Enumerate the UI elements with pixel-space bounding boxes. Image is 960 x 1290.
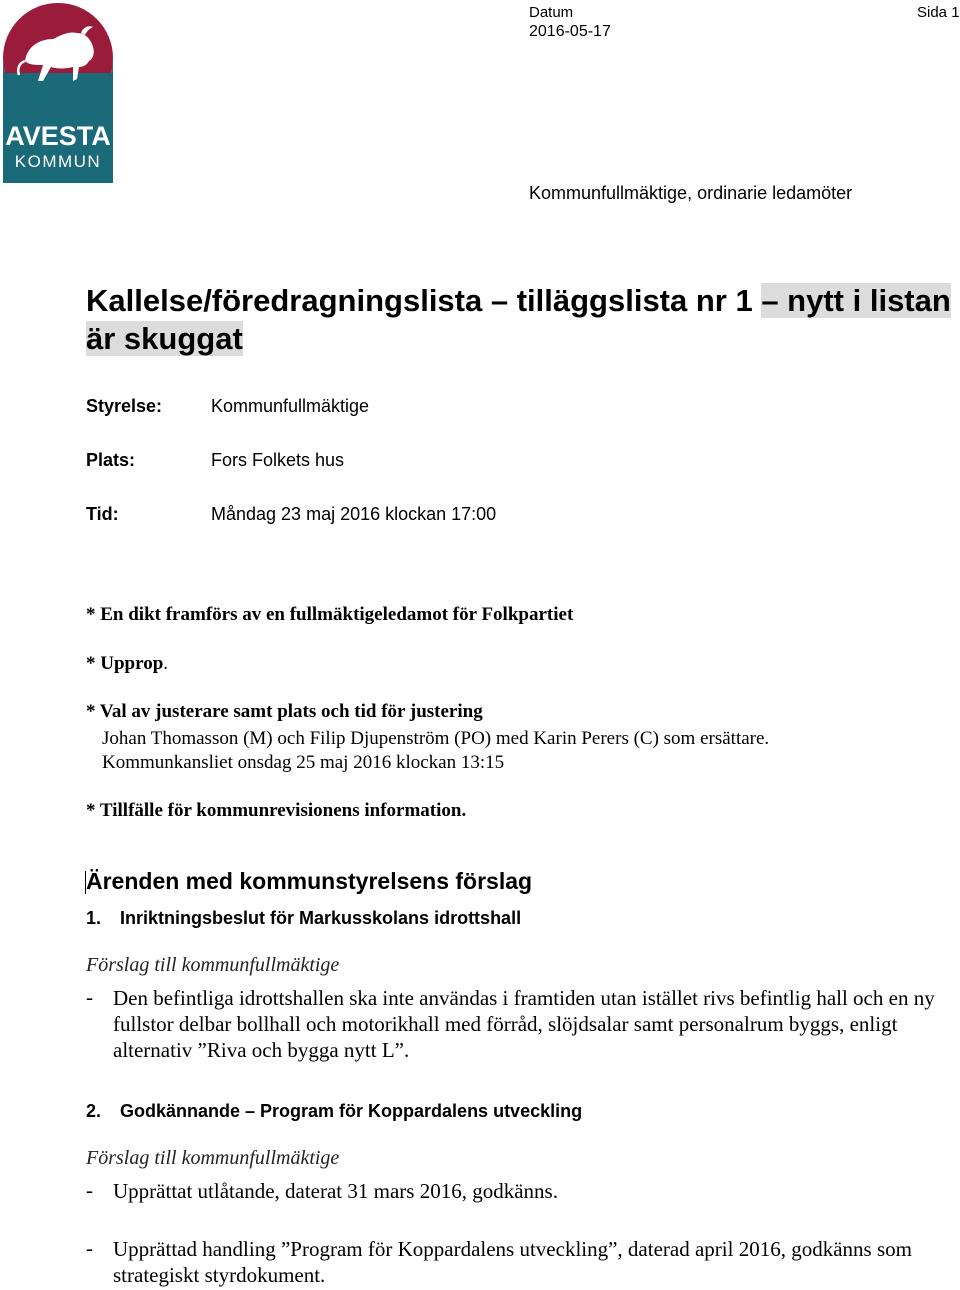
date-value: 2016-05-17 [529, 23, 611, 40]
agenda-item-poem: * En dikt framförs av en fullmäktigeledamot för Folkpartiet [86, 604, 574, 625]
proposal-label-2: Förslag till kommunfullmäktige [86, 1147, 340, 1169]
proposal-bullet-2-2: Upprättad handling ”Program för Koppardalens utveckling”, daterad april 2016, godkänns som strategiskt styrdokument. [113, 1237, 912, 1287]
case-number-2: 2. [86, 1101, 102, 1121]
proposal-label-1: Förslag till kommunfullmäktige [86, 954, 340, 976]
agenda-item-audit-info: * Tillfälle för kommunrevisionens information. [86, 800, 467, 821]
proposal-bullet-2-1: Upprättat utlåtande, daterat 31 mars 2016, godkänns. [113, 1179, 558, 1203]
recipient: Kommunfullmäktige, ordinarie ledamöter [529, 183, 853, 203]
agenda-item-roll-call [86, 653, 168, 675]
case-title-2: Godkännande – Program för Koppardalens utveckling [120, 1101, 583, 1121]
meta-label-plats: Plats: [86, 450, 136, 470]
meta-label-tid: Tid: [86, 504, 119, 524]
bullet-dash: - [86, 985, 93, 1009]
bullet-dash: - [86, 1178, 93, 1202]
date-label: Datum [529, 4, 574, 21]
adjusters-names: Johan Thomasson (M) och Filip Djupenström (PO) med Karin Perers (C) som ersättare. [102, 728, 770, 749]
case-number-1: 1. [86, 908, 102, 928]
logo-text-kommun: KOMMUN [14, 152, 102, 171]
title-shaded-note: – nytt i listan är skuggat [86, 283, 951, 356]
avesta-kommun-logo [3, 3, 113, 183]
logo-text-avesta: AVESTA [5, 121, 111, 151]
proposal-bullet-1-1: Den befintliga idrottshallen ska inte användas i framtiden utan istället rivs befintlig hall och en ny fullstor delbar bollhall och motorikhall med förråd, slöjdsalar samt personalrum byggs, enligt alternativ ”Riva och bygga nytt L”. [113, 986, 935, 1062]
meta-value-plats: Fors Folkets hus [211, 450, 345, 470]
roll-call-period: . [163, 653, 169, 674]
page-number: Sida 1 [917, 4, 960, 21]
section-heading: Ärenden med kommunstyrelsens förslag [86, 868, 533, 894]
meta-value-tid: Måndag 23 maj 2016 klockan 17:00 [211, 504, 497, 524]
roll-call-text: * Upprop [86, 653, 164, 674]
adjusters-place-time: Kommunkansliet onsdag 25 maj 2016 klockan 13:15 [102, 752, 505, 773]
logo-emblem [3, 3, 113, 183]
meta-label-styrelse: Styrelse: [86, 396, 163, 416]
agenda-item-adjusters: * Val av justerare samt plats och tid för justering [86, 701, 483, 722]
case-title-1: Inriktningsbeslut för Markusskolans idrottshall [120, 908, 522, 928]
page-title [86, 282, 952, 358]
meta-value-styrelse: Kommunfullmäktige [211, 396, 370, 416]
title-main: Kallelse/föredragningslista – tilläggslista nr 1 [86, 283, 762, 318]
bullet-dash: - [86, 1236, 93, 1260]
